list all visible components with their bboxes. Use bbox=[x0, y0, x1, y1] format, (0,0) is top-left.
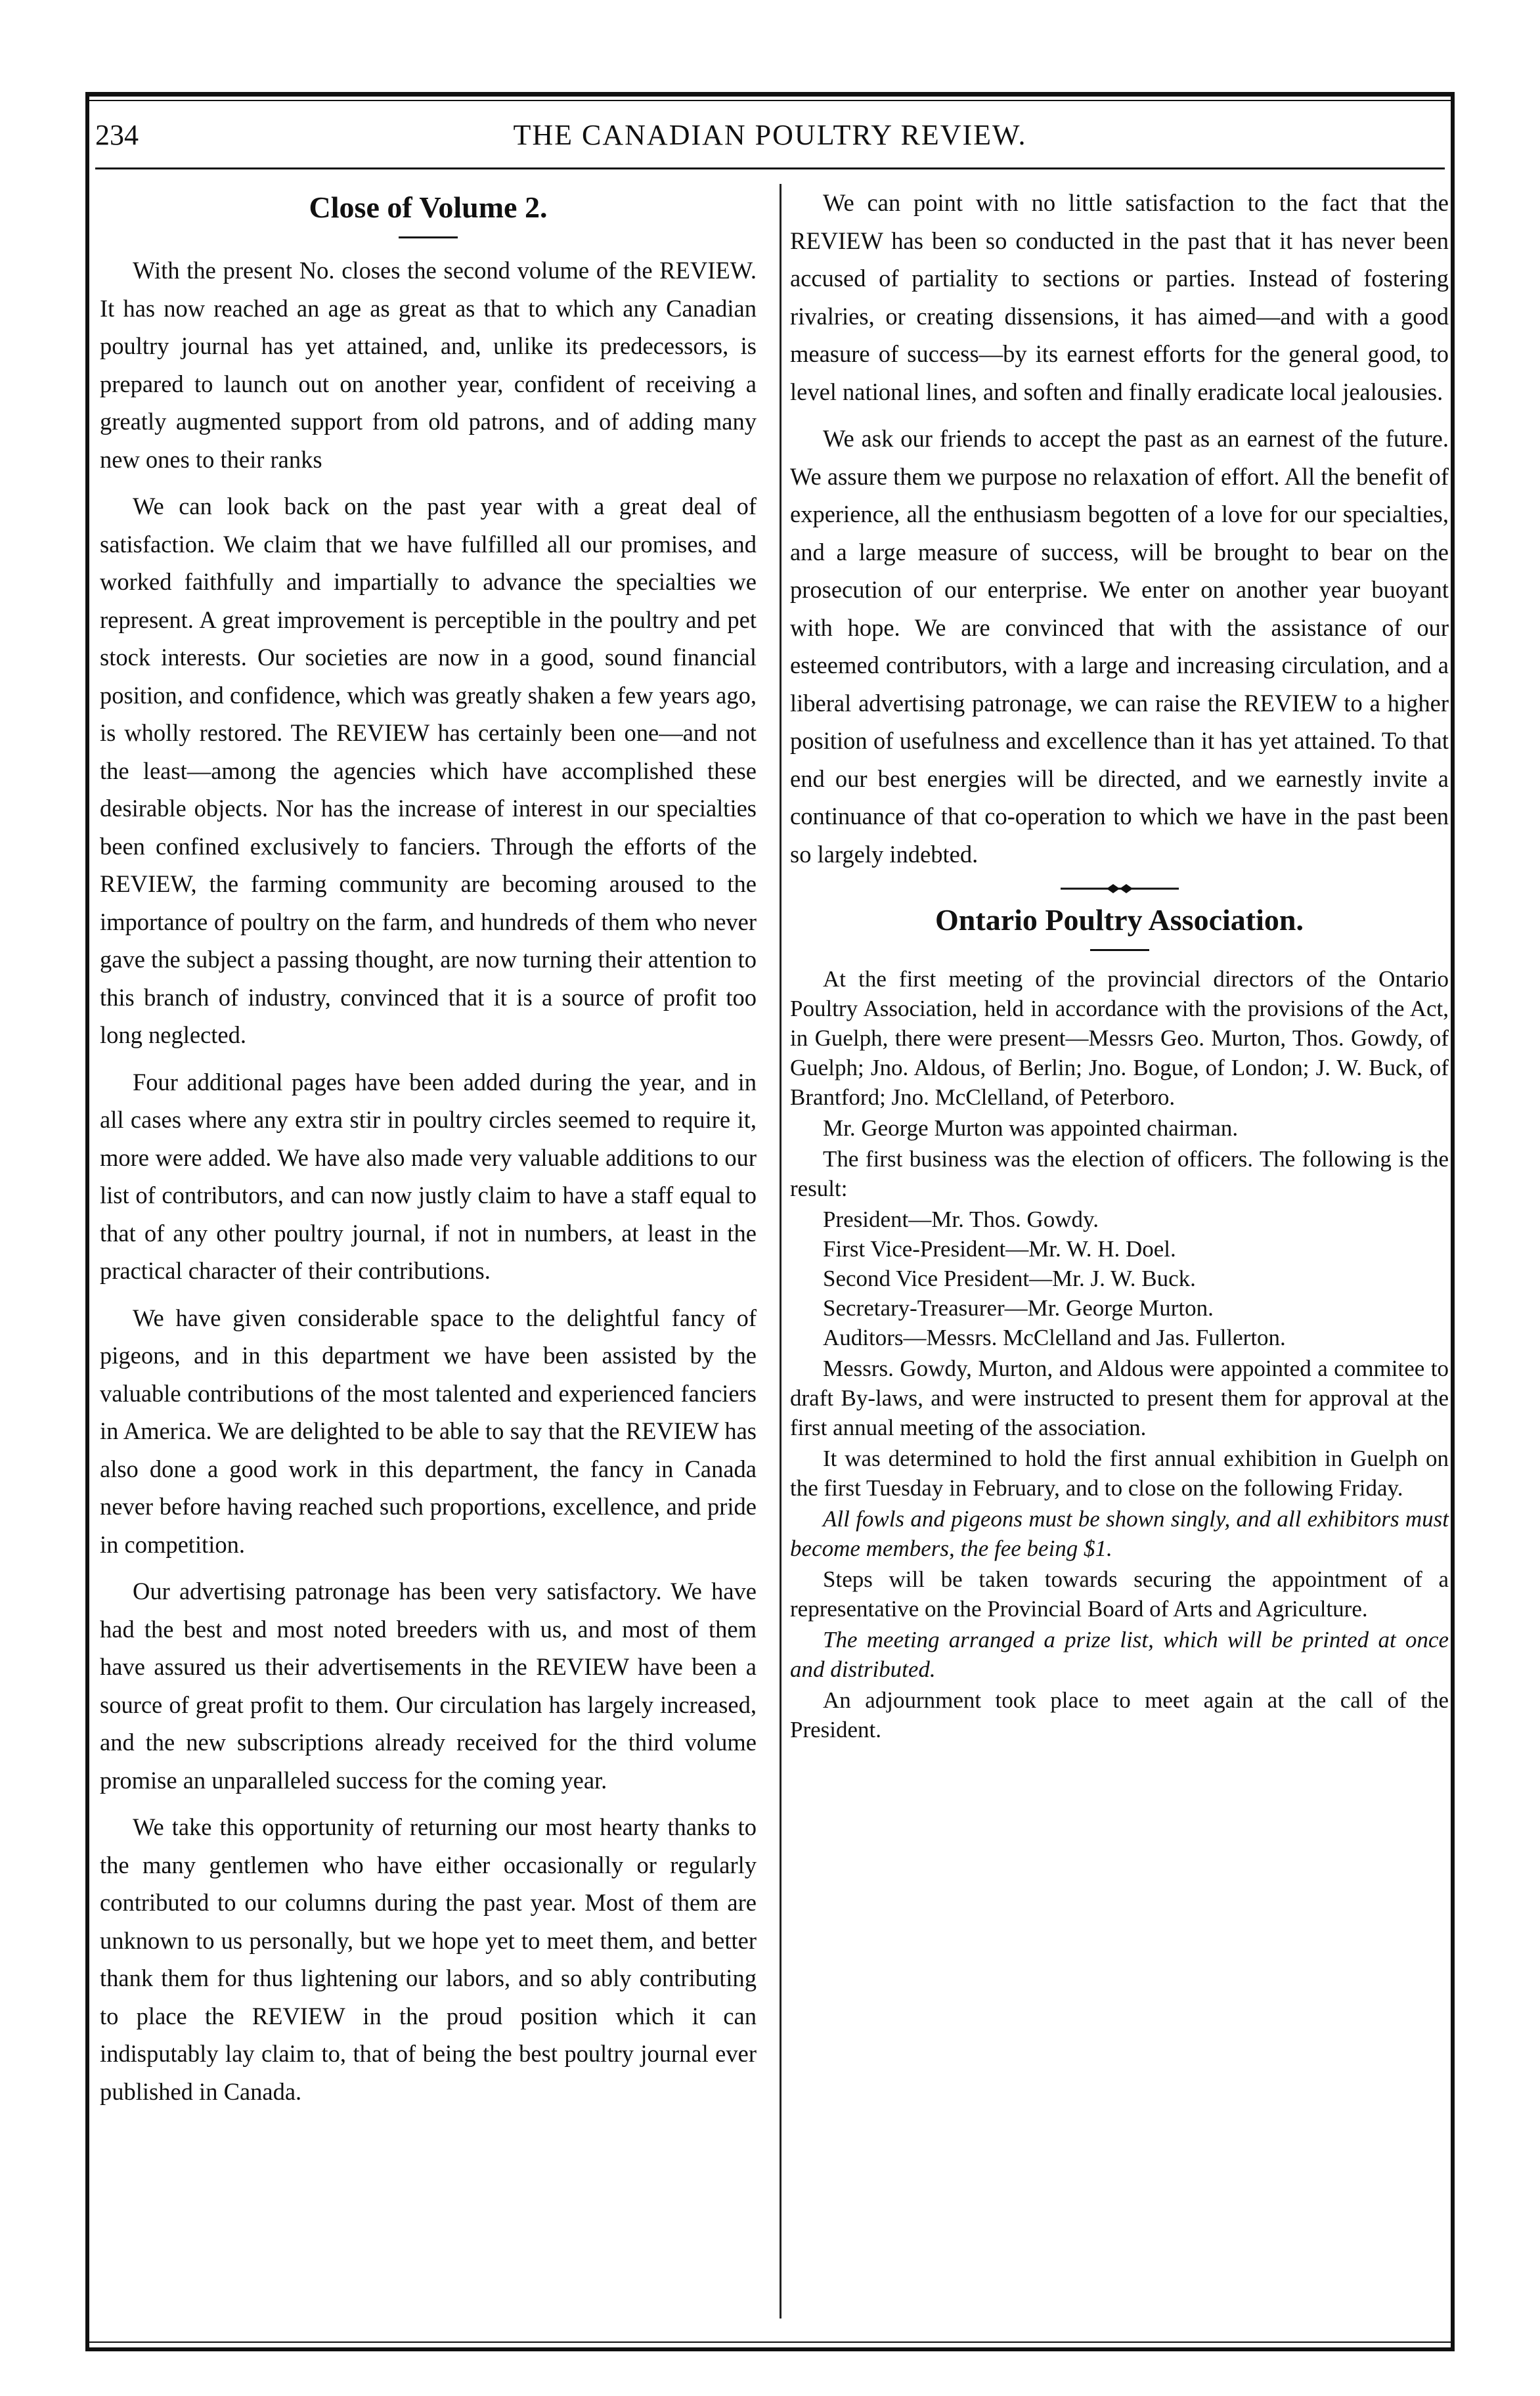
report-auditors: Auditors—Messrs. McClelland and Jas. Fullerton. bbox=[823, 1325, 1286, 1350]
report-bylaws: Messrs. Gowdy, Murton, and Aldous were appointed a commitee to draft By-laws, and were instructed to present them for approval at the first annual meeting of the association. bbox=[790, 1356, 1449, 1440]
dash-diamond-ornament bbox=[1061, 882, 1179, 895]
header-rule bbox=[95, 167, 1445, 169]
section-ornament bbox=[790, 882, 1449, 895]
article-paragraph: We ask our friends to accept the past as an earnest of the future. We assure them we purpose no relaxation of effort. All the benefit of experience, all the enthusiasm begotten of a love for our specialties, and a large measure of success, will be brought to bear on the prosecution of our enterprise. We enter on another year buoyant with hope. We are convinced that with the assistance of our esteemed contributors, with a large and increasing circulation, and a liberal advertising patronage, we can raise the REVIEW to a higher position of usefulness and excellence than it has yet attained. To that end our best energies will be directed, and we earnestly invite a continuance of that co-operation to which we have in the past been so largely indebted. bbox=[790, 425, 1449, 868]
report-election: The first business was the election of officers. The following is the result: bbox=[790, 1146, 1449, 1201]
officer-line: Secretary-Treasurer—Mr. George Murton. bbox=[823, 1295, 1214, 1321]
article-paragraph: We have given considerable space to the delightful fancy of pigeons, and in this department we have been assisted by the valuable contributions of the most talented and experienced fanciers in America. We are delighted to be able to say that the REVIEW has also done a good work in this department, the fancy in Canada never before having reached such proportions, excellence, and pride in competition. bbox=[100, 1304, 757, 1558]
title-rule bbox=[1090, 949, 1149, 951]
article-paragraph: Our advertising patronage has been very satisfactory. We have had the best and most noted breeders with us, and most of them have assured us their advertisements in the REVIEW have been a source of great profit to them. Our circulation has largely increased, and the new subscriptions already received for the third volume promise an unparalleled success for the coming year. bbox=[100, 1578, 757, 1794]
article-paragraph: We can look back on the past year with a great deal of satisfaction. We claim that we have fulfilled all our promises, and worked faithfully and impartially to advance the specialties we represent. A great improvement is perceptible in the poultry and pet stock interests. Our societies are now in a good, sound financial position, and confidence, which was greatly shaken a few years ago, is wholly restored. The REVIEW has certainly been one—and not the least—among the agencies which have accomplished these desirable objects. Nor has the increase of interest in our specialties been confined exclusively to fanciers. Through the efforts of the REVIEW, the farming community are becoming aroused to the importance of poultry on the farm, and hundreds of them who never gave the subject a passing thought, are now turning their attention to this branch of industry, convinced that it is a source of profit too long neglected. bbox=[100, 493, 757, 1048]
bottom-border-rule-thin bbox=[85, 2341, 1455, 2343]
journal-title: THE CANADIAN POULTRY REVIEW. bbox=[513, 119, 1027, 151]
article-title-ontario-poultry-association: Ontario Poultry Association. bbox=[935, 903, 1304, 937]
report-exhibition: It was determined to hold the first annual exhibition in Guelph on the first Tuesday in February, and to close on the following Friday. bbox=[790, 1446, 1449, 1501]
top-border-rule-thin bbox=[85, 100, 1455, 101]
report-adjournment: An adjournment took place to meet again at the call of the President. bbox=[790, 1687, 1449, 1742]
article-paragraph: With the present No. closes the second volume of the REVIEW. It has now reached an age as great as that to which any Canadian poultry journal has yet attained, and, unlike its predecessors, is prepared to launch out on another year, confident of receiving a greatly augmented support from old patrons, and of adding many new ones to their ranks bbox=[100, 257, 757, 473]
report-steps: Steps will be taken towards securing the appointment of a representative on the Provincial Board of Arts and Agriculture. bbox=[790, 1566, 1449, 1622]
left-column bbox=[100, 184, 757, 2119]
right-column bbox=[790, 184, 1449, 1746]
article-title-close-of-volume: Close of Volume 2. bbox=[309, 190, 548, 224]
officer-line: Second Vice President—Mr. J. W. Buck. bbox=[823, 1266, 1196, 1291]
association-report bbox=[790, 964, 1449, 1744]
right-border-rule bbox=[1451, 92, 1455, 2351]
article-paragraph: We take this opportunity of returning our most hearty thanks to the many gentlemen who have either occasionally or regularly contributed to our columns during the past year. Most of them are unknown to us personally, but we hope yet to meet them, and better thank them for thus lightening our labors, and so ably contributing to place the REVIEW in the proud position which it can indisputably lay claim to, that of being the best poultry journal ever published in Canada. bbox=[100, 1813, 757, 2105]
report-intro: At the first meeting of the provincial directors of the Ontario Poultry Association, held in accordance with the provisions of the Act, in Guelph, there were present—Messrs Geo. Murton, Thos. Gowdy, of Guelph; Jno. Aldous, of Berlin; Jno. Bogue, of London; J. W. Buck, of Brantford; Jno. McClelland, of Peterboro. bbox=[790, 966, 1449, 1110]
officer-line: President—Mr. Thos. Gowdy. bbox=[823, 1207, 1099, 1232]
officer-line: First Vice-President—Mr. W. H. Doel. bbox=[823, 1236, 1176, 1262]
report-rules: All fowls and pigeons must be shown singly, and all exhibitors must become members, the fee being $1. bbox=[790, 1506, 1449, 1561]
page-number: 234 bbox=[95, 119, 139, 151]
article-paragraph: Four additional pages have been added during the year, and in all cases where any extra stir in poultry circles seemed to require it, more were added. We have also made very valuable additions to our list of contributors, and can now justly claim to have a staff equal to that of any other poultry journal, if not in numbers, at least in the practical character of their contributions. bbox=[100, 1068, 757, 1284]
top-border-rule bbox=[85, 92, 1455, 97]
report-prize-list: The meeting arranged a prize list, which will be printed at once and distributed. bbox=[790, 1627, 1449, 1682]
running-head bbox=[95, 112, 1445, 158]
title-rule bbox=[399, 236, 458, 238]
report-chairman: Mr. George Murton was appointed chairman. bbox=[823, 1115, 1239, 1141]
article-paragraph: We can point with no little satisfaction to the fact that the REVIEW has been so conducted in the past that it has never been accused of partiality to sections or parties. Instead of fostering rivalries, or creating dissensions, it has aimed—and with a good measure of success—by its earnest efforts for the general good, to level national lines, and soften and finally eradicate local jealousies. bbox=[790, 189, 1449, 405]
column-divider bbox=[780, 184, 781, 2318]
bottom-border-rule bbox=[85, 2347, 1455, 2351]
left-border-rule bbox=[85, 92, 89, 2351]
